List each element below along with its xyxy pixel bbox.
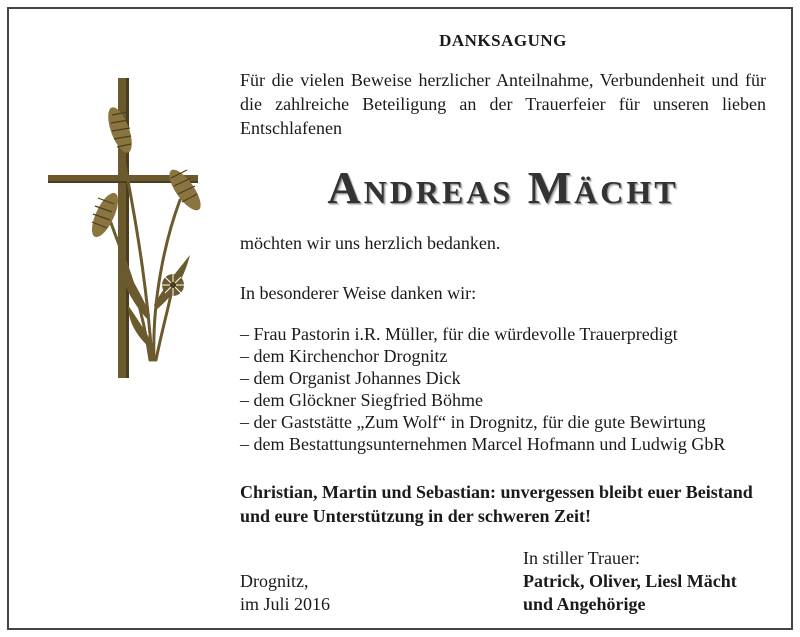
acknowledgement-item: – dem Organist Johannes Dick [240,368,461,388]
intro-text: Für die vielen Beweise herzlicher Anteilnahme, Verbundenheit und für die zahlreiche Beteiligung an der Trauerfeier für unseren lieben Entschlafenen [240,70,766,138]
special-thanks-intro: In besonderer Weise danken wir: [240,283,477,303]
acknowledgement-item: – dem Glöckner Siegfried Böhme [240,390,483,410]
mourners-relatives: und Angehörige [523,594,646,614]
family-message: Christian, Martin und Sebastian: unvergessen bleibt euer Beistand und eure Unterstützung in der schweren Zeit! [240,482,753,526]
thanks-line: möchten wir uns herzlich bedanken. [240,233,501,253]
date: im Juli 2016 [240,594,331,614]
acknowledgement-item: – Frau Pastorin i.R. Müller, für die würdevolle Trauerpredigt [240,324,678,344]
mourners-signature [523,547,737,616]
wheat-ear-left [87,189,124,240]
mourners-names: Patrick, Oliver, Liesl Mächt [523,571,737,591]
acknowledgement-item: – der Gaststätte „Zum Wolf“ in Drognitz, für die gute Bewirtung [240,412,706,432]
acknowledgement-item: – dem Bestattungsunternehmen Marcel Hofmann und Ludwig GbR [240,434,726,454]
wheat-ear-top [103,104,136,155]
cross-with-wheat-emblem [40,70,210,390]
deceased-name: Andreas Mächt [327,162,679,213]
wheat-ear-right [164,165,206,215]
cornflower-icon [162,274,184,296]
place-and-date [240,570,330,616]
acknowledgement-item: – dem Kirchenchor Drognitz [240,346,448,366]
place: Drognitz, [240,571,309,591]
notice-heading: DANKSAGUNG [439,31,567,50]
mourning-label: In stiller Trauer: [523,548,640,568]
